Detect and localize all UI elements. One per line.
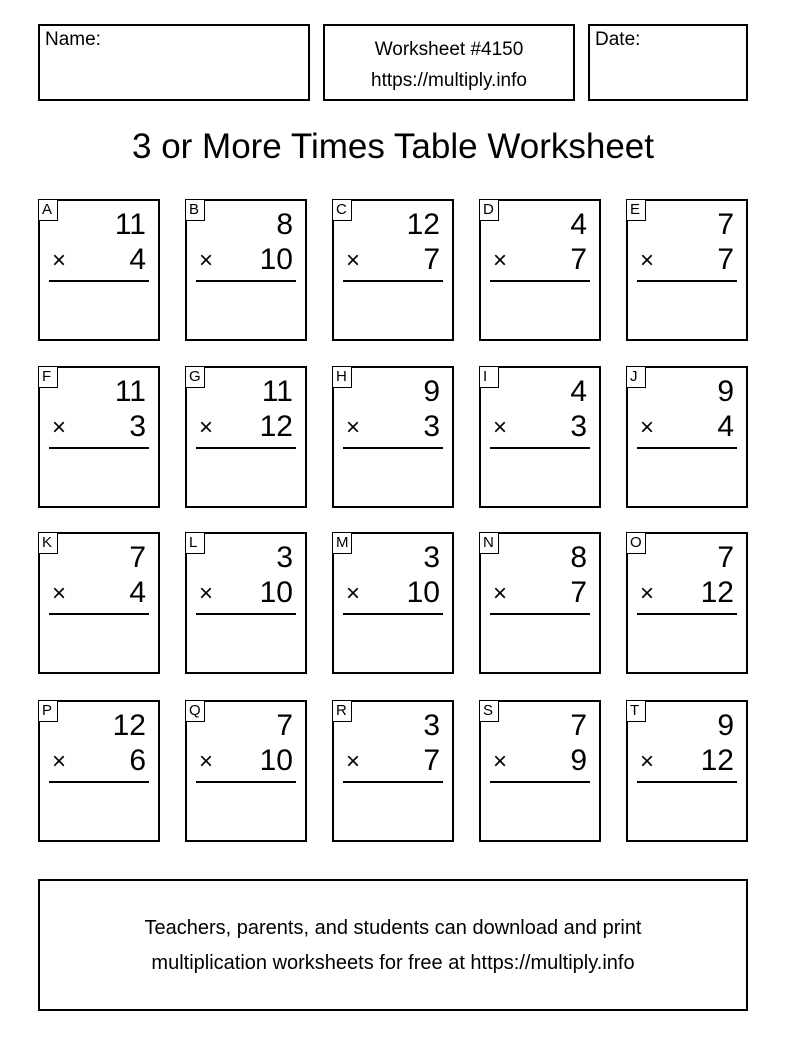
problem-letter: H: [332, 366, 352, 388]
answer-line: [49, 781, 149, 783]
answer-line: [196, 781, 296, 783]
multiplicand: 9: [717, 375, 734, 408]
problem-letter: O: [626, 532, 646, 554]
problem-letter: B: [185, 199, 205, 221]
answer-line: [49, 613, 149, 615]
answer-line: [49, 447, 149, 449]
times-sign: ×: [493, 247, 508, 274]
times-sign: ×: [640, 748, 655, 775]
problem-letter: D: [479, 199, 499, 221]
problem-card: [38, 700, 160, 842]
multiplier: 7: [717, 243, 734, 276]
multiplier: 10: [259, 243, 293, 276]
problem-letter: S: [479, 700, 499, 722]
answer-line: [196, 280, 296, 282]
multiplicand: 9: [423, 375, 440, 408]
problem-card: [185, 700, 307, 842]
problem-letter: M: [332, 532, 352, 554]
times-sign: ×: [493, 414, 508, 441]
problem-card: [332, 199, 454, 341]
answer-line: [343, 280, 443, 282]
times-sign: ×: [52, 414, 67, 441]
times-sign: ×: [52, 247, 67, 274]
multiplier: 10: [259, 576, 293, 609]
times-sign: ×: [52, 748, 67, 775]
multiplier: 4: [717, 410, 734, 443]
multiplier: 4: [129, 243, 146, 276]
multiplicand: 7: [129, 541, 146, 574]
multiplier: 10: [259, 744, 293, 777]
multiplicand: 11: [114, 208, 146, 241]
problem-letter: F: [38, 366, 58, 388]
answer-line: [343, 447, 443, 449]
multiplier: 9: [570, 744, 587, 777]
answer-line: [490, 781, 590, 783]
problem-card: [479, 199, 601, 341]
answer-line: [637, 781, 737, 783]
problem-letter: P: [38, 700, 58, 722]
multiplier: 12: [700, 744, 734, 777]
multiplier: 10: [406, 576, 440, 609]
date-label: Date:: [595, 29, 641, 50]
multiplicand: 7: [570, 709, 587, 742]
multiplicand: 7: [717, 541, 734, 574]
answer-line: [490, 613, 590, 615]
multiplier: 3: [570, 410, 587, 443]
problem-letter: N: [479, 532, 499, 554]
problem-card: [479, 700, 601, 842]
answer-line: [637, 447, 737, 449]
problem-letter: J: [626, 366, 646, 388]
problem-letter: T: [626, 700, 646, 722]
multiplicand: 8: [570, 541, 587, 574]
problem-card: [479, 366, 601, 508]
problem-letter: Q: [185, 700, 205, 722]
problem-card: [185, 532, 307, 674]
problem-letter: L: [185, 532, 205, 554]
multiplicand: 8: [276, 208, 293, 241]
multiplicand: 3: [423, 709, 440, 742]
multiplicand: 11: [114, 375, 146, 408]
problem-letter: R: [332, 700, 352, 722]
multiplicand: 4: [570, 208, 587, 241]
answer-line: [637, 613, 737, 615]
multiplicand: 12: [112, 709, 146, 742]
multiplier: 7: [570, 576, 587, 609]
multiplier: 6: [129, 744, 146, 777]
times-sign: ×: [640, 247, 655, 274]
problem-card: [185, 366, 307, 508]
answer-line: [490, 280, 590, 282]
footer-line-2: multiplication worksheets for free at https://multiply.info: [151, 952, 635, 974]
worksheet-number: Worksheet #4150: [374, 39, 524, 60]
times-sign: ×: [346, 414, 361, 441]
multiplier: 3: [129, 410, 146, 443]
problem-card: [185, 199, 307, 341]
problem-letter: G: [185, 366, 205, 388]
problem-card: [332, 532, 454, 674]
worksheet-url: https://multiply.info: [371, 70, 527, 91]
times-sign: ×: [199, 414, 214, 441]
multiplicand: 4: [570, 375, 587, 408]
answer-line: [196, 613, 296, 615]
problem-card: [479, 532, 601, 674]
multiplicand: 7: [276, 709, 293, 742]
times-sign: ×: [346, 580, 361, 607]
times-sign: ×: [346, 247, 361, 274]
problem-card: [626, 366, 748, 508]
problem-card: [332, 366, 454, 508]
problem-letter: A: [38, 199, 58, 221]
times-sign: ×: [199, 247, 214, 274]
problem-letter: I: [479, 366, 499, 388]
times-sign: ×: [493, 748, 508, 775]
problem-card: [626, 532, 748, 674]
times-sign: ×: [199, 748, 214, 775]
problem-card: [38, 366, 160, 508]
multiplier: 7: [423, 744, 440, 777]
problem-card: [38, 199, 160, 341]
footer-line-1: Teachers, parents, and students can download and print: [144, 917, 642, 939]
page-title: 3 or More Times Table Worksheet: [132, 127, 654, 166]
times-sign: ×: [640, 414, 655, 441]
problem-card: [38, 532, 160, 674]
multiplier: 12: [259, 410, 293, 443]
multiplicand: 3: [276, 541, 293, 574]
times-sign: ×: [640, 580, 655, 607]
multiplier: 3: [423, 410, 440, 443]
footer-note: [38, 879, 748, 1011]
times-sign: ×: [493, 580, 508, 607]
answer-line: [343, 781, 443, 783]
answer-line: [490, 447, 590, 449]
answer-line: [637, 280, 737, 282]
problem-card: [626, 199, 748, 341]
multiplier: 12: [700, 576, 734, 609]
times-sign: ×: [346, 748, 361, 775]
problem-letter: C: [332, 199, 352, 221]
problem-letter: E: [626, 199, 646, 221]
answer-line: [196, 447, 296, 449]
multiplier: 4: [129, 576, 146, 609]
multiplier: 7: [570, 243, 587, 276]
multiplicand: 9: [717, 709, 734, 742]
answer-line: [49, 280, 149, 282]
name-label: Name:: [45, 29, 101, 50]
problem-letter: K: [38, 532, 58, 554]
problem-card: [332, 700, 454, 842]
multiplicand: 7: [717, 208, 734, 241]
multiplicand: 3: [423, 541, 440, 574]
multiplicand: 12: [406, 208, 440, 241]
times-sign: ×: [52, 580, 67, 607]
answer-line: [343, 613, 443, 615]
multiplier: 7: [423, 243, 440, 276]
problem-card: [626, 700, 748, 842]
times-sign: ×: [199, 580, 214, 607]
multiplicand: 11: [261, 375, 293, 408]
